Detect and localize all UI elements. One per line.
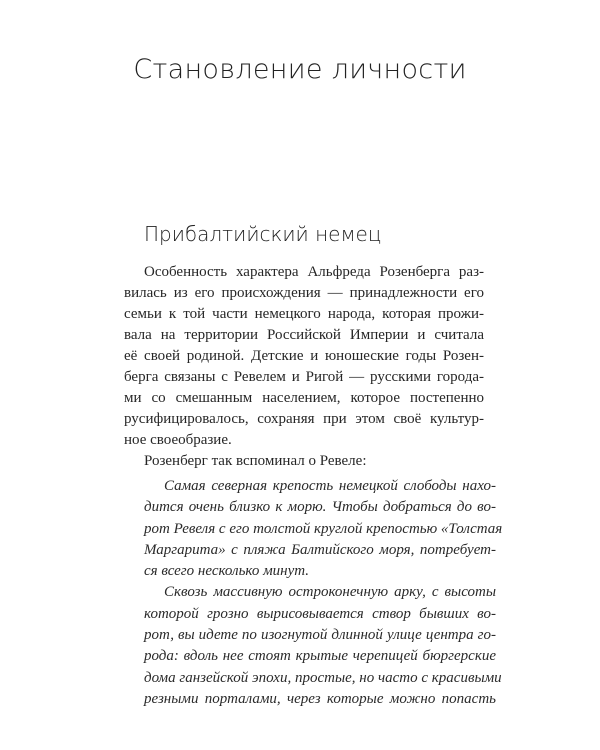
quote-line: дится очень близко к морю. Чтобы добраться до во- [144, 499, 496, 516]
quote-line: рот, вы идете по изогнутой длинной улице центра го- [144, 627, 496, 644]
quote-line: дома ганзейской эпохи, простые, но часто с красивыми [144, 669, 502, 686]
paragraph-line: вилась из его происхождения — принадлежности его [124, 285, 484, 301]
paragraph-line: берга связаны с Ревелем и Ригой — русскими города- [124, 369, 484, 385]
quote-line: Маргарита» с пляжа Балтийского моря, потребует- [144, 541, 496, 558]
paragraph-line: вала на территории Российской Империи и считала [124, 327, 484, 343]
quote-line: ся всего несколько минут. [144, 563, 310, 580]
quote-line: Сквозь массивную остроконечную арку, с высоты [164, 584, 496, 601]
paragraph-line: ми со смешанным населением, которое постепенно [124, 390, 484, 406]
body-text [124, 262, 484, 472]
paragraph-line: русифицировалось, сохраняя при этом своё культур- [124, 411, 484, 427]
quote-block [144, 476, 503, 710]
quote-line: которой грозно вырисовывается створ бывших во- [144, 605, 496, 622]
quote-line: резными порталами, через которые можно попасть [144, 690, 496, 707]
paragraph-line: семьи к той части немецкого народа, которая прожи- [124, 306, 484, 322]
quote-line: рот Ревеля с его толстой круглой крепостью «Толстая [144, 520, 503, 537]
paragraph-line: Розенберг так вспоминал о Ревеле: [144, 453, 367, 469]
section-title: Прибалтийский немец [144, 222, 382, 246]
quote-line: рода: вдоль нее стоят крытые черепицей бюргерские [144, 648, 496, 665]
paragraph-line: Особенность характера Альфреда Розенберга раз- [144, 264, 484, 280]
chapter-title: Становление личности [133, 54, 467, 85]
quote-line: Самая северная крепость немецкой слободы нахо- [164, 478, 496, 494]
paragraph-line: её своей родиной. Детские и юношеские годы Розен- [124, 348, 484, 364]
paragraph-line: ное своеобразие. [124, 432, 232, 448]
